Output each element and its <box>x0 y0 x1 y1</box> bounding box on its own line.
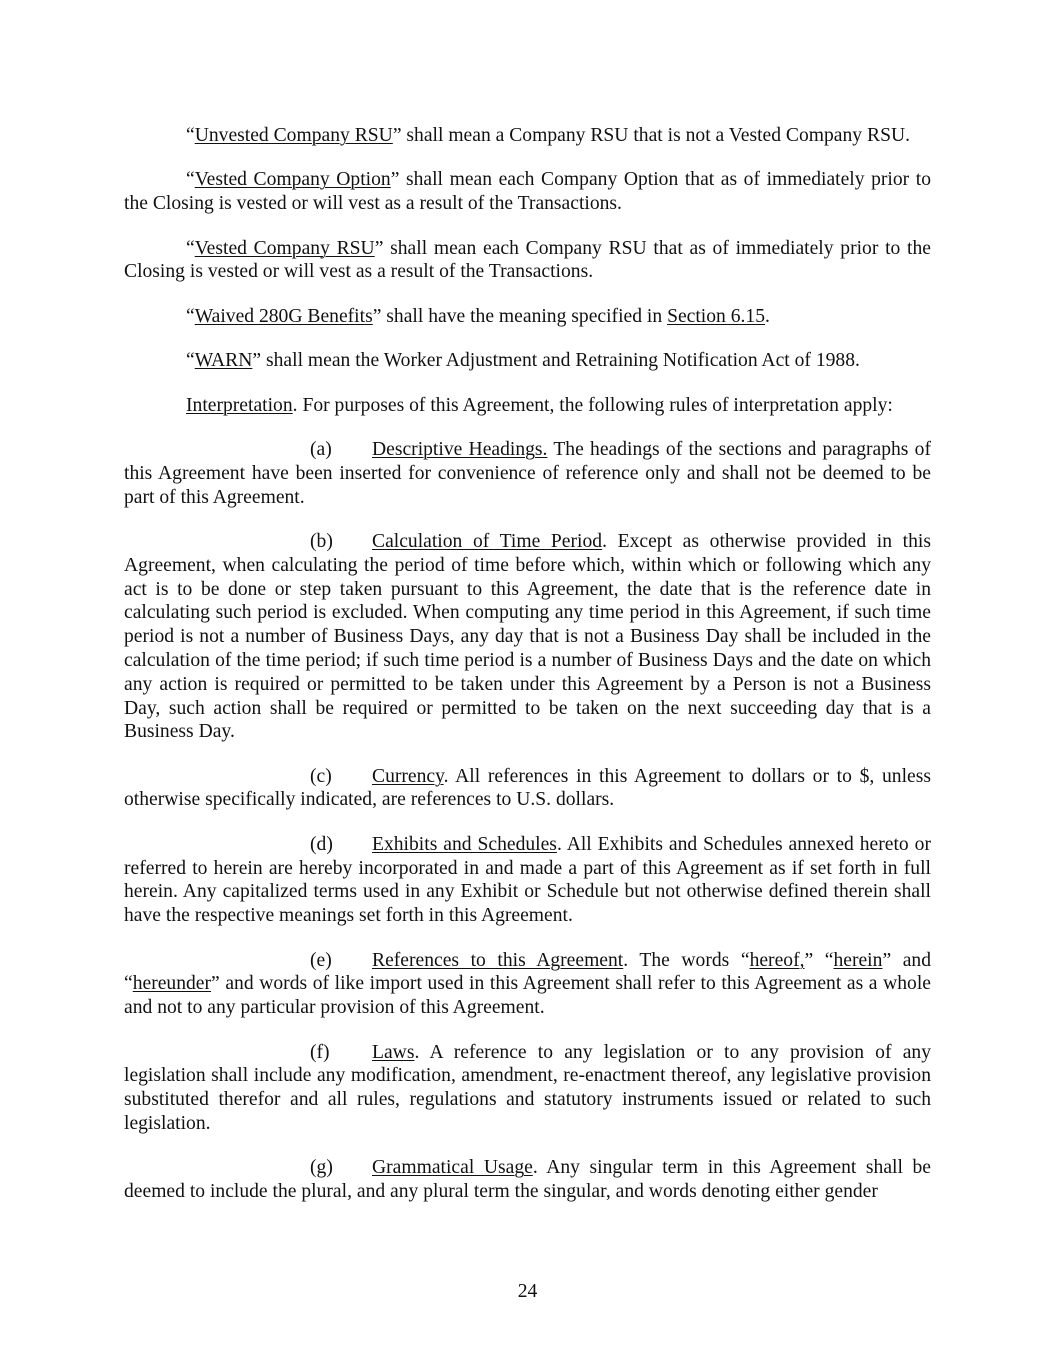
clause-d <box>124 833 931 928</box>
definition-text: shall mean a Company RSU that is not a Vested Company RSU. <box>401 125 911 146</box>
clause-text: . All references in this Agreement to dollars or to $, unless otherwise specifically indicated, are references to U.S. dollars. <box>124 765 931 811</box>
clause-text: . Any singular term in this Agreement shall be deemed to include the plural, and any plural term the singular, and words denoting either gender <box>124 1157 931 1203</box>
clause-label: (g) <box>310 1157 333 1179</box>
open-quote: “ <box>186 350 195 372</box>
clause-text: ” “ <box>804 949 834 971</box>
clause-text: . All Exhibits and Schedules annexed hereto or referred to herein are hereby incorporated in and made a part of this Agreement as if set forth in full herein. Any capitalized terms used in any Exhibit or Schedule but not otherwise defined therein shall have the respective meanings set forth in this Agreement. <box>124 833 931 927</box>
definition-warn <box>124 349 931 373</box>
clause-label: (d) <box>310 833 333 855</box>
interpretation-heading: Interpretation <box>186 394 293 416</box>
clause-text: The headings of the sections and paragraphs of this Agreement have been inserted for convenience of reference only and shall not be deemed to be part of this Agreement. <box>124 438 931 508</box>
open-quote: “ <box>186 305 195 327</box>
clause-text: . The words “ <box>623 949 750 971</box>
close-quote: ” <box>392 125 402 146</box>
trailing-punctuation: . <box>765 305 770 327</box>
definition-vested-company-rsu <box>124 237 931 285</box>
clause-g <box>124 1156 931 1204</box>
open-quote: “ <box>186 237 195 259</box>
definition-text: shall mean each Company Option that as of immediately prior to the Closing is vested or will vest as a result of the Transactions. <box>124 169 931 215</box>
definition-text: shall mean each Company RSU that as of immediately prior to the Closing is vested or will vest as a result of the Transactions. <box>124 237 931 283</box>
quoted-term-herein: herein <box>833 949 883 971</box>
close-quote: ” <box>390 169 400 191</box>
open-quote: “ <box>186 125 195 146</box>
section-reference-link[interactable]: Section 6.15 <box>667 305 766 327</box>
definition-waived-280g-benefits <box>124 305 931 329</box>
clause-text: ” and “ <box>124 949 931 995</box>
document-page <box>124 124 931 1225</box>
close-quote: ” <box>372 305 382 327</box>
quoted-term-hereunder: hereunder <box>132 973 212 995</box>
definition-unvested-company-rsu <box>124 124 931 148</box>
open-quote: “ <box>186 169 195 191</box>
clause-heading: Exhibits and Schedules <box>372 833 557 855</box>
definition-text: shall have the meaning specified in <box>381 305 668 327</box>
definition-vested-company-option <box>124 168 931 216</box>
clause-a <box>124 438 931 509</box>
clause-text: . A reference to any legislation or to any provision of any legislation shall include any modification, amendment, re-enactment thereof, any legislative provision substituted therefor and all rules, regulations and statutory instruments issued or related to such legislation. <box>124 1041 931 1135</box>
defined-term: Vested Company Option <box>194 169 391 191</box>
clause-label: (b) <box>310 530 333 552</box>
clause-e <box>124 949 931 1020</box>
interpretation-paragraph <box>124 394 931 418</box>
clause-label: (c) <box>310 765 332 787</box>
clause-f <box>124 1041 931 1136</box>
clause-heading: Calculation of Time Period <box>372 530 603 552</box>
page-number: 24 <box>517 1281 538 1302</box>
quoted-term-hereof: hereof, <box>749 949 805 971</box>
clause-heading: Grammatical Usage <box>372 1157 533 1179</box>
clause-heading: Descriptive Headings. <box>372 438 548 460</box>
clause-label: (a) <box>310 438 332 460</box>
defined-term: WARN <box>194 350 253 372</box>
clause-heading: Laws <box>372 1041 415 1063</box>
clause-b <box>124 530 931 744</box>
clause-heading: References to this Agreement <box>372 949 624 971</box>
clause-label: (e) <box>310 949 332 971</box>
clause-label: (f) <box>310 1041 330 1063</box>
defined-term: Vested Company RSU <box>194 237 375 259</box>
clause-text: ” and words of like import used in this Agreement shall refer to this Agreement as a whole and not to any particular provision of this Agreement. <box>124 973 931 1019</box>
clause-c <box>124 765 931 813</box>
definition-text: shall mean the Worker Adjustment and Retraining Notification Act of 1988. <box>261 350 860 372</box>
clause-heading: Currency <box>372 765 444 787</box>
defined-term: Waived 280G Benefits <box>194 305 373 327</box>
defined-term: Unvested Company RSU <box>194 125 393 146</box>
clause-text: . Except as otherwise provided in this Agreement, when calculating the period of time before which, within which or following which any act is to be done or step taken pursuant to this Agreement, the date that is the reference date in calculating such period is excluded. When computing any time period in this Agreement, if such time period is not a number of Business Days, any day that is not a Business Day shall be included in the calculation of the time period; if such time period is a number of Business Days and the date on which any action is required or permitted to be taken under this Agreement by a Person is not a Business Day, such action shall be required or permitted to be taken on the next succeeding day that is a Business Day. <box>124 530 931 743</box>
close-quote: ” <box>374 237 384 259</box>
interpretation-text: . For purposes of this Agreement, the following rules of interpretation apply: <box>292 394 893 416</box>
close-quote: ” <box>252 350 262 372</box>
